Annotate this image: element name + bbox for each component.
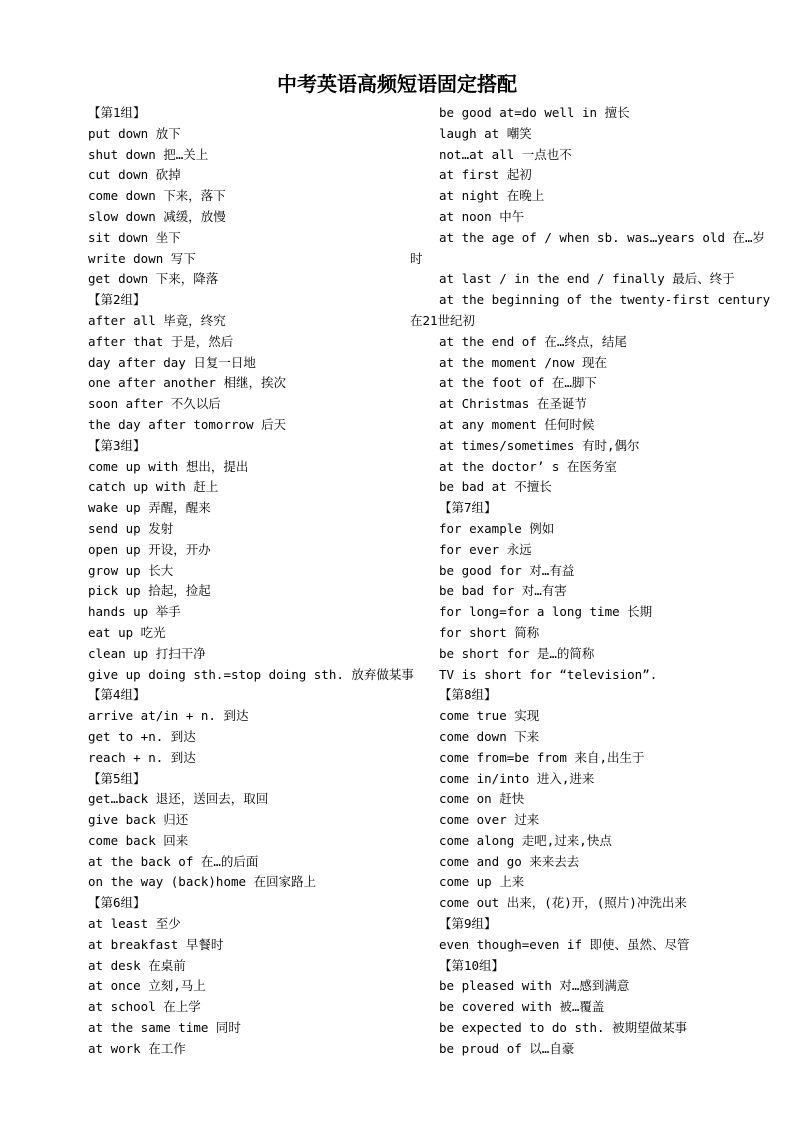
phrase-entry: grow up 长大 (88, 562, 174, 578)
phrase-entry: one after another 相继，挨次 (88, 375, 286, 391)
phrase-entry: for example 例如 (439, 520, 555, 536)
right-column (410, 103, 771, 1060)
phrase-entry: at desk 在桌前 (88, 957, 186, 973)
phrase-entry: for long=for a long time 长期 (439, 604, 653, 620)
phrase-entry: come down 下来，落下 (88, 188, 226, 204)
phrase-entry: wake up 弄醒，醒来 (88, 500, 211, 516)
group-heading: 【第10组】 (439, 957, 505, 973)
phrase-entry: even though=even if 即使、虽然、尽管 (439, 936, 690, 952)
phrase-entry: at times/sometimes 有时,偶尔 (439, 437, 640, 453)
phrase-entry: be good at=do well in 擅长 (439, 105, 630, 120)
phrase-entry: day after day 日复一日地 (88, 354, 256, 370)
phrase-entry: be bad at 不擅长 (439, 479, 552, 495)
phrase-entry: at school 在上学 (88, 999, 201, 1015)
phrase-entry: at any moment 任何时候 (439, 416, 595, 432)
phrase-entry: cut down 砍掉 (88, 167, 181, 183)
phrase-entry: eat up 吃光 (88, 624, 166, 640)
phrase-entry: catch up with 赶上 (88, 479, 219, 495)
phrase-entry: slow down 减缓，放慢 (88, 208, 226, 224)
phrase-entry: open up 开设，开办 (88, 541, 211, 557)
phrase-entry: at night 在晚上 (439, 188, 545, 204)
phrase-entry: come up 上来 (439, 874, 525, 890)
phrase-entry: hands up 举手 (88, 604, 181, 620)
phrase-entry: get…back 退还，送回去，取回 (88, 791, 269, 807)
phrase-entry: arrive at/in + n. 到达 (88, 708, 249, 724)
phrase-entry: pick up 拾起，捡起 (88, 583, 211, 599)
phrase-entry: at least 至少 (88, 916, 181, 932)
phrase-entry: come up with 想出，提出 (88, 458, 249, 474)
phrase-entry: at the doctor’ s 在医务室 (439, 458, 617, 474)
phrase-entry: at the moment /now 现在 (439, 354, 607, 370)
phrase-entry: give up doing sth.=stop doing sth. 放弃做某事 (88, 666, 414, 682)
phrase-entry: at the beginning of the twenty-first century (439, 292, 771, 308)
phrase-entry: sit down 坐下 (88, 229, 181, 245)
phrase-entry: come from=be from 来自,出生于 (439, 749, 645, 765)
phrase-entry: at the end of 在…终点，结尾 (439, 333, 627, 349)
phrase-entry: be good for 对…有益 (439, 562, 575, 578)
phrase-entry: for ever 永远 (439, 541, 532, 557)
phrase-entry: be bad for 对…有害 (439, 583, 567, 599)
phrase-entry: soon after 不久以后 (88, 396, 221, 412)
phrase-entry: at breakfast 早餐时 (88, 936, 224, 952)
phrase-entry: get to +n. 到达 (88, 728, 196, 744)
group-heading: 【第3组】 (88, 437, 146, 453)
phrase-entry: give back 归还 (88, 812, 189, 828)
phrase-entry: at once 立刻,马上 (88, 978, 206, 994)
group-heading: 【第4组】 (88, 687, 146, 703)
phrase-entry: at work 在工作 (88, 1040, 186, 1056)
phrase-entry: shut down 把…关上 (88, 146, 209, 162)
phrase-entry: come out 出来，(花)开，(照片)冲洗出来 (439, 895, 687, 911)
phrase-entry: be proud of 以…自豪 (439, 1040, 575, 1056)
phrase-entry: be pleased with 对…感到满意 (439, 978, 630, 994)
phrase-entry: at the same time 同时 (88, 1020, 241, 1036)
phrase-entry: be expected to do sth. 被期望做某事 (439, 1020, 688, 1036)
phrase-entry: come back 回来 (88, 832, 189, 848)
phrase-entry: come on 赶快 (439, 791, 525, 807)
phrase-entry: for short 简称 (439, 624, 540, 640)
phrase-entry: TV is short for “television”. (439, 666, 658, 682)
phrase-entry-continuation: 在21世纪初 (410, 312, 476, 328)
phrase-entry: reach + n. 到达 (88, 749, 196, 765)
phrase-entry: put down 放下 (88, 125, 181, 141)
phrase-entry-continuation: 时 (410, 250, 423, 266)
phrase-entry: on the way (back)home 在回家路上 (88, 874, 317, 890)
phrase-entry: come and go 来来去去 (439, 853, 580, 869)
phrase-entry: be short for 是…的简称 (439, 645, 595, 661)
phrase-entry: after all 毕竟，终究 (88, 312, 226, 328)
phrase-entry: come in/into 进入,进来 (439, 770, 595, 786)
phrase-entry: at Christmas 在圣诞节 (439, 396, 587, 412)
phrase-entry: come along 走吧,过来,快点 (439, 832, 612, 848)
phrase-entry: come true 实现 (439, 708, 540, 724)
phrase-entry: not…at all 一点也不 (439, 146, 572, 162)
phrase-entry: at the age of / when sb. was…years old 在…岁 (439, 229, 766, 245)
phrase-entry: be covered with 被…覆盖 (439, 999, 605, 1015)
phrase-entry: after that 于是，然后 (88, 333, 234, 349)
group-heading: 【第9组】 (439, 916, 497, 932)
group-heading: 【第7组】 (439, 500, 497, 516)
phrase-entry: get down 下来，降落 (88, 271, 219, 287)
group-heading: 【第6组】 (88, 895, 146, 911)
group-heading: 【第1组】 (88, 105, 146, 120)
phrase-entry: clean up 打扫干净 (88, 645, 206, 661)
phrase-entry: laugh at 嘲笑 (439, 125, 532, 141)
group-heading: 【第2组】 (88, 292, 146, 308)
left-column (88, 103, 414, 1060)
group-heading: 【第8组】 (439, 687, 497, 703)
phrase-entry: at the foot of 在…脚下 (439, 375, 597, 391)
phrase-entry: write down 写下 (88, 250, 196, 266)
page-title: 中考英语高频短语固定搭配 (277, 72, 517, 96)
phrase-entry: at the back of 在…的后面 (88, 853, 259, 869)
phrase-entry: the day after tomorrow 后天 (88, 416, 287, 432)
group-heading: 【第5组】 (88, 770, 146, 786)
phrase-entry: come down 下来 (439, 728, 540, 744)
phrase-entry: send up 发射 (88, 520, 174, 536)
phrase-entry: at last / in the end / finally 最后、终于 (439, 271, 735, 287)
phrase-entry: at noon 中午 (439, 208, 525, 224)
phrase-entry: at first 起初 (439, 167, 532, 183)
phrase-entry: come over 过来 (439, 812, 540, 828)
